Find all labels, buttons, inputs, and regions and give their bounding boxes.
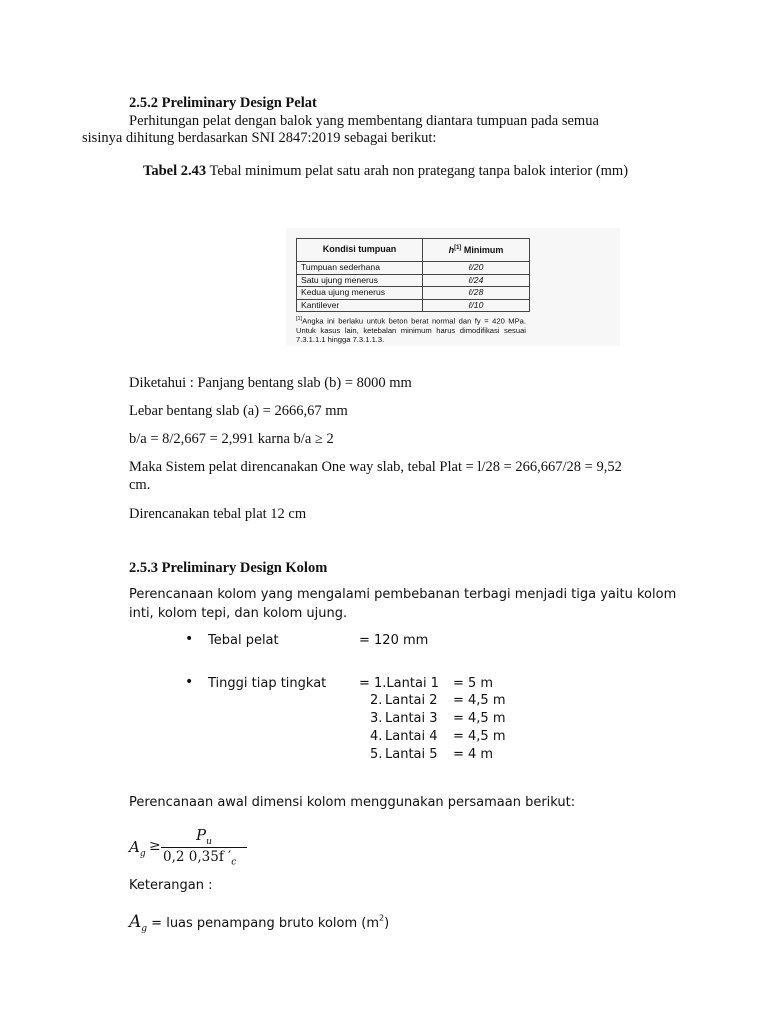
- table-caption: Tabel 2.43 Tebal minimum pelat satu arah non prategang tanpa balok interior (mm): [143, 163, 629, 179]
- table-cell-h: ℓ/20: [423, 262, 530, 275]
- table-header-row: [297, 239, 530, 262]
- bullet-icon: •: [185, 674, 194, 690]
- lebar-text: Lebar bentang slab (a) = 2666,67 mm: [129, 403, 348, 419]
- bullet-label-tebal: Tebal pelat: [208, 633, 279, 648]
- floor-height: = 4,5 m: [453, 729, 506, 744]
- floor-name: Lantai 5: [385, 747, 438, 762]
- floor-name: Lantai 2: [385, 693, 438, 708]
- slab-thickness-table: [296, 238, 530, 312]
- maka-line2: cm.: [129, 477, 151, 493]
- maka-line1: Maka Sistem pelat direncanakan One way slab, tebal Plat = l/28 = 266,667/28 = 9,52: [129, 459, 622, 475]
- bullet-icon: •: [185, 631, 194, 647]
- table-cell-h: ℓ/24: [423, 274, 530, 287]
- formula-denominator: 0,2 0,35f $'_c$: [163, 849, 237, 868]
- table-row: [297, 299, 530, 312]
- section-252-heading: 2.5.2 Preliminary Design Pelat: [129, 95, 317, 111]
- floor-number: 3.: [370, 711, 383, 726]
- table-row: [297, 274, 530, 287]
- floor-height: = 4,5 m: [453, 693, 506, 708]
- bullet-value-tebal: = 120 mm: [359, 633, 429, 648]
- floor-number: 2.: [370, 693, 383, 708]
- floor-number: 4.: [370, 729, 383, 744]
- section-253-heading: 2.5.3 Preliminary Design Kolom: [129, 560, 328, 576]
- diketahui-text: Diketahui : Panjang bentang slab (b) = 8000 mm: [129, 375, 412, 391]
- section-252-intro-line2: sisinya dihitung berdasarkan SNI 2847:2019 sebagai berikut:: [82, 130, 437, 146]
- direncanakan-text: Direncanakan tebal plat 12 cm: [129, 506, 307, 522]
- ag-definition: $A_g$ = luas penampang bruto kolom $(m^2)$: [129, 912, 390, 935]
- ratio-text: b/a = 8/2,667 = 2,991 karna b/a ≥ 2: [129, 431, 334, 447]
- section-253-intro-line2: inti, kolom tepi, dan kolom ujung.: [129, 606, 348, 621]
- formula-numerator: $P_u$: [196, 826, 212, 847]
- bullet-label-tinggi: Tinggi tiap tingkat: [208, 676, 327, 691]
- table-row: [297, 262, 530, 275]
- floor-name: Lantai 3: [385, 711, 438, 726]
- slab-thickness-table-image: [286, 228, 620, 346]
- bullet-value-tinggi: = 1.Lantai 1: [359, 676, 439, 691]
- floor-number: 5.: [370, 747, 383, 762]
- formula-fraction-line: [161, 847, 247, 848]
- table-row: [297, 287, 530, 300]
- formula-relation: ≥: [149, 838, 161, 854]
- section-253-intro-line1: Perencanaan kolom yang mengalami pembebanan terbagi menjadi tiga yaitu kolom: [129, 587, 677, 602]
- section-252-intro-line1: Perhitungan pelat dengan balok yang membentang diantara tumpuan pada semua: [129, 113, 599, 129]
- floor-height: = 5 m: [453, 676, 494, 691]
- keterangan-label: Keterangan :: [129, 878, 213, 893]
- floor-height: = 4,5 m: [453, 711, 506, 726]
- table-cell-kondisi: Kantilever: [297, 299, 423, 312]
- table-cell-kondisi: Satu ujung menerus: [297, 274, 423, 287]
- floor-name: Lantai 4: [385, 729, 438, 744]
- table-header-kondisi: Kondisi tumpuan: [297, 239, 423, 262]
- table-footnote: [1]Angka ini berlaku untuk beton berat normal dan fy = 420 MPa. Untuk kasus lain, ketebalan minimum harus dimodifikasi sesuai 7.3.1.1.1 hingga 7.3.1.1.3.: [296, 316, 526, 345]
- table-cell-kondisi: Kedua ujung menerus: [297, 287, 423, 300]
- table-cell-h: ℓ/28: [423, 287, 530, 300]
- table-cell-kondisi: Tumpuan sederhana: [297, 262, 423, 275]
- table-cell-h: ℓ/10: [423, 299, 530, 312]
- perencanaan-awal-text: Perencanaan awal dimensi kolom menggunakan persamaan berikut:: [129, 795, 576, 810]
- formula-lhs: $A_g$: [129, 838, 146, 859]
- table-header-h-minimum: h[1] Minimum: [423, 239, 530, 262]
- floor-height: = 4 m: [453, 747, 494, 762]
